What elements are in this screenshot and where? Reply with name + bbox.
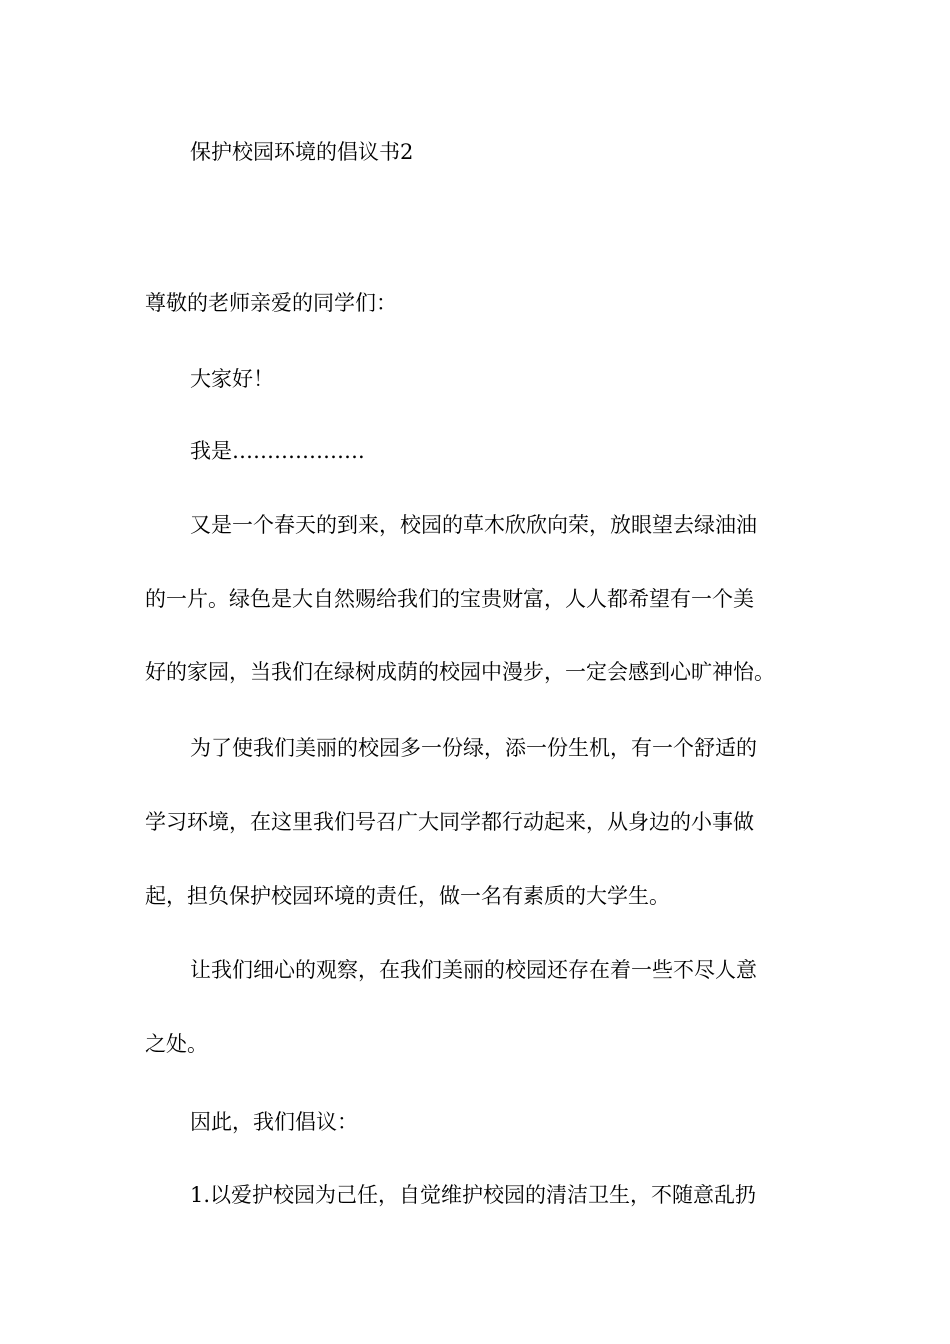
paragraph-3-line-2: 之处。 bbox=[145, 1032, 208, 1056]
paragraph-2-line-2: 学习环境，在这里我们号召广大同学都行动起来，从身边的小事做 bbox=[145, 810, 754, 834]
intro-line: 我是………………. bbox=[190, 439, 365, 463]
list-item-1: 1.以爱护校园为己任，自觉维护校园的清洁卫生，不随意乱扔 bbox=[190, 1183, 757, 1207]
paragraph-1-line-3: 好的家园，当我们在绿树成荫的校园中漫步，一定会感到心旷神怡。 bbox=[145, 660, 775, 684]
hello-line: 大家好！ bbox=[190, 367, 274, 391]
paragraph-2-line-1: 为了使我们美丽的校园多一份绿，添一份生机，有一个舒适的 bbox=[190, 736, 757, 760]
greeting-line: 尊敬的老师亲爱的同学们： bbox=[145, 291, 397, 315]
paragraph-1-line-2: 的一片。绿色是大自然赐给我们的宝贵财富，人人都希望有一个美 bbox=[145, 587, 754, 611]
paragraph-2-line-3: 起，担负保护校园环境的责任，做一名有素质的大学生。 bbox=[145, 884, 670, 908]
paragraph-4-line: 因此，我们倡议： bbox=[190, 1110, 358, 1134]
paragraph-3-line-1: 让我们细心的观察，在我们美丽的校园还存在着一些不尽人意 bbox=[190, 958, 757, 982]
paragraph-1-line-1: 又是一个春天的到来，校园的草木欣欣向荣，放眼望去绿油油 bbox=[190, 513, 757, 537]
document-title: 保护校园环境的倡议书2 bbox=[190, 140, 414, 164]
